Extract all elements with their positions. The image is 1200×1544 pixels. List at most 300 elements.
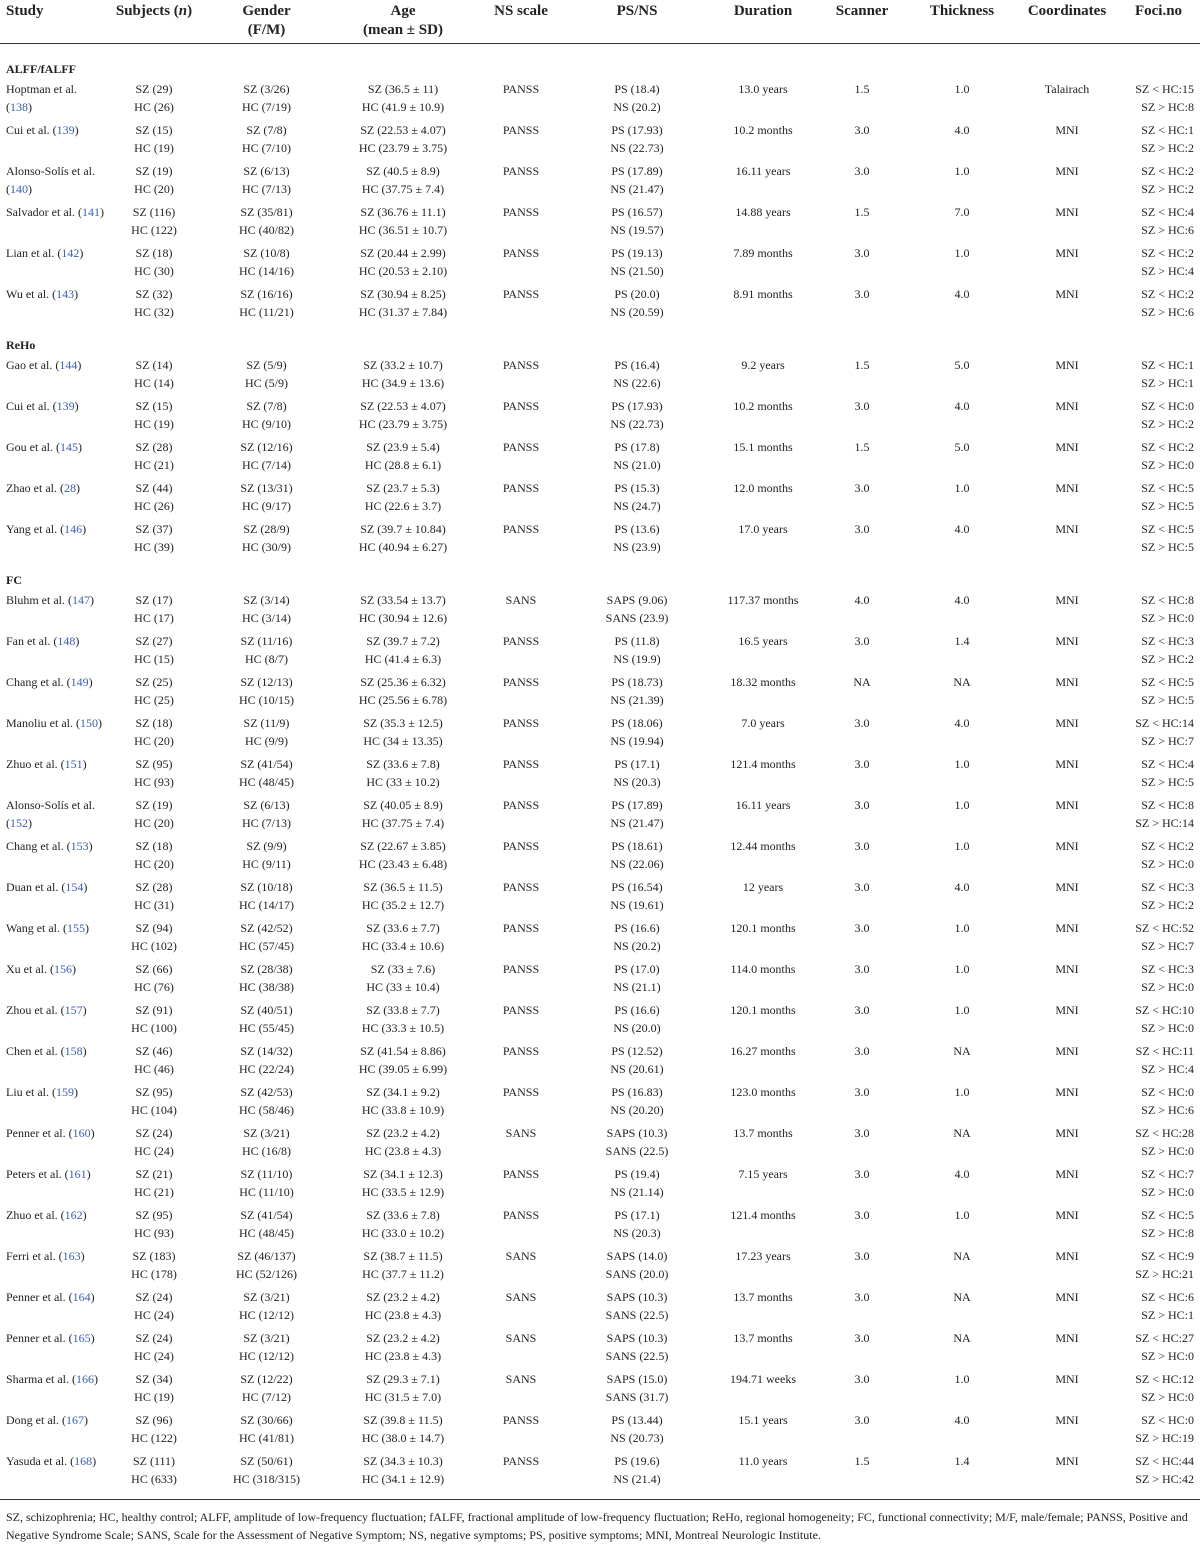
gender-cell: [204, 162, 329, 203]
cell-line: PS (20.0): [614, 287, 660, 301]
duration-cell: [709, 714, 817, 755]
duration-cell: [709, 919, 817, 960]
subjects-cell: [104, 162, 204, 203]
citation-link[interactable]: 152: [10, 816, 28, 830]
cell-line: SZ (5/9): [246, 358, 287, 372]
foci-cell: [1117, 796, 1200, 837]
cell-line: HC (25.56 ± 6.78): [358, 693, 448, 707]
coordinates-cell: [1017, 520, 1117, 561]
cell-line: SZ < HC:2: [1141, 164, 1194, 178]
citation-link[interactable]: 162: [64, 1208, 83, 1222]
study-cell: Chen et al. (158): [6, 1044, 87, 1058]
foci-cell: [1117, 356, 1200, 397]
cell-line: SZ (95): [135, 1085, 173, 1099]
age-cell: [329, 1452, 477, 1493]
duration-cell: [709, 121, 817, 162]
cell-line: SZ (6/13): [243, 164, 290, 178]
study-cell: Penner et al. (164): [6, 1290, 95, 1304]
cell-line: SZ (33.8 ± 7.7): [366, 1003, 440, 1017]
cell-value: MNI: [1055, 1044, 1079, 1058]
cell-line: SZ (24): [135, 1126, 173, 1140]
citation-link[interactable]: 138: [10, 100, 28, 114]
table-footnote: SZ, schizophrenia; HC, healthy control; ALFF, amplitude of low-frequency fluctuation; fALFF, fractional amplitude of low-frequency fluctuation; ReHo, regional homogeneity; FC, functional connectivity; M/F, male/female; PANSS, Positive and Negative Syndrome Scale; SANS, Scale for the Assessment of Negative Symptom; NS, negative symptoms; PS, positive symptoms; MNI, Montreal Neurologic Institute.: [0, 1499, 1200, 1544]
cell-line: SANS (22.5): [605, 1144, 669, 1158]
age-cell: [329, 520, 477, 561]
ps-ns-cell: [565, 919, 709, 960]
cell-value: 3.0: [854, 1167, 870, 1181]
cell-line: SZ (13/31): [240, 481, 293, 495]
cell-value: 194.71 weeks: [730, 1372, 796, 1386]
cell-line: HC (7/19): [242, 100, 291, 114]
citation-link[interactable]: 145: [60, 440, 78, 454]
study-cell: Hoptman et al. (138): [6, 82, 77, 114]
cell-value: 4.0: [954, 1167, 970, 1181]
cell-line: SZ < HC:0: [1141, 399, 1194, 413]
citation-link[interactable]: 139: [56, 399, 75, 413]
citation-link[interactable]: 164: [72, 1290, 91, 1304]
subjects-cell: [104, 960, 204, 1001]
cell-line: SANS (20.0): [605, 1267, 669, 1281]
cell-line: HC (22/24): [239, 1062, 294, 1076]
coordinates-cell: [1017, 1329, 1117, 1370]
cell-line: SZ (21): [135, 1167, 173, 1181]
cell-line: PS (17.8): [614, 440, 660, 454]
gender-cell: [204, 1206, 329, 1247]
cell-line: HC (24): [134, 1349, 174, 1363]
subjects-cell: [104, 837, 204, 878]
cell-line: HC (14): [134, 376, 174, 390]
cell-line: SZ (7/8): [246, 399, 287, 413]
citation-link[interactable]: 139: [56, 123, 75, 137]
table-row: [0, 1165, 1200, 1206]
age-cell: [329, 1042, 477, 1083]
cell-value: SANS: [505, 1372, 537, 1386]
study-cell: Xu et al. (156): [6, 962, 76, 976]
cell-line: SZ (41.54 ± 8.86): [360, 1044, 446, 1058]
citation-link[interactable]: 148: [57, 634, 76, 648]
cell-value: 120.1 months: [730, 1003, 796, 1017]
cell-line: SZ (12/13): [240, 675, 293, 689]
gender-cell: [204, 1370, 329, 1411]
duration-cell: [709, 162, 817, 203]
ns-scale-cell: [477, 1165, 565, 1206]
table-row: [0, 438, 1200, 479]
foci-cell: [1117, 1165, 1200, 1206]
foci-cell: [1117, 1247, 1200, 1288]
cell-line: SZ (20.44 ± 2.99): [360, 246, 446, 260]
study-name: Penner et al.: [6, 1126, 66, 1140]
cell-value: 4.0: [954, 1413, 970, 1427]
scanner-cell: [817, 1083, 907, 1124]
cell-line: HC (31.5 ± 7.0): [364, 1390, 442, 1404]
ps-ns-cell: [565, 244, 709, 285]
cell-line: HC (34.1 ± 12.9): [361, 1472, 445, 1486]
coordinates-cell: [1017, 1001, 1117, 1042]
ps-ns-cell: [565, 121, 709, 162]
cell-value: MNI: [1055, 1126, 1079, 1140]
subjects-cell: [104, 520, 204, 561]
cell-value: 1.4: [954, 634, 970, 648]
cell-value: SANS: [505, 593, 537, 607]
ps-ns-cell: [565, 1247, 709, 1288]
cell-value: MNI: [1055, 164, 1079, 178]
cell-value: 3.0: [854, 1249, 870, 1263]
cell-line: SZ (6/13): [243, 798, 290, 812]
cell-line: SZ < HC:1: [1141, 123, 1194, 137]
ps-ns-cell: [565, 285, 709, 326]
citation-link[interactable]: 147: [72, 593, 90, 607]
citation-link[interactable]: 151: [64, 757, 83, 771]
duration-cell: [709, 1329, 817, 1370]
duration-cell: [709, 796, 817, 837]
study-name: Ferri et al.: [6, 1249, 56, 1263]
duration-cell: [709, 1083, 817, 1124]
cell-line: SZ > HC:0: [1141, 1144, 1194, 1158]
gender-cell: [204, 878, 329, 919]
cell-line: SZ (33.6 ± 7.7): [366, 921, 440, 935]
thickness-cell: [907, 397, 1017, 438]
cell-value: MNI: [1055, 1331, 1079, 1345]
duration-cell: [709, 1165, 817, 1206]
cell-line: HC (11/21): [239, 305, 294, 319]
scanner-cell: [817, 960, 907, 1001]
citation-link[interactable]: 159: [55, 1085, 74, 1099]
citation-link[interactable]: 163: [62, 1249, 81, 1263]
thickness-cell: [907, 1083, 1017, 1124]
study-cell: Bluhm et al. (147): [6, 593, 94, 607]
cell-value: 1.0: [954, 82, 970, 96]
ps-ns-cell: [565, 1411, 709, 1452]
cell-value: 3.0: [854, 1126, 870, 1140]
cell-line: HC (93): [134, 775, 174, 789]
cell-line: HC (5/9): [245, 376, 288, 390]
cell-value: 3.0: [854, 1208, 870, 1222]
cell-line: SZ < HC:3: [1141, 962, 1194, 976]
cell-line: HC (31): [134, 898, 174, 912]
foci-cell: [1117, 479, 1200, 520]
cell-value: MNI: [1055, 1454, 1079, 1468]
gender-cell: [204, 1411, 329, 1452]
cell-line: HC (34 ± 13.35): [363, 734, 443, 748]
cell-value: MNI: [1055, 123, 1079, 137]
scanner-cell: [817, 438, 907, 479]
scanner-cell: [817, 714, 907, 755]
cell-value: 1.0: [954, 921, 970, 935]
cell-line: HC (52/126): [236, 1267, 297, 1281]
coordinates-cell: [1017, 1165, 1117, 1206]
cell-value: MNI: [1055, 1290, 1079, 1304]
cell-value: PANSS: [502, 1044, 540, 1058]
citation-link[interactable]: 155: [67, 921, 86, 935]
cell-value: MNI: [1055, 481, 1079, 495]
cell-line: HC (7/14): [242, 458, 291, 472]
cell-line: HC (46): [134, 1062, 174, 1076]
age-cell: [329, 285, 477, 326]
citation-link[interactable]: 140: [10, 182, 28, 196]
cell-value: SANS: [505, 1249, 537, 1263]
cell-value: 13.7 months: [733, 1331, 793, 1345]
ns-scale-cell: [477, 714, 565, 755]
citation-link[interactable]: 167: [66, 1413, 84, 1427]
cell-line: PS (13.44): [611, 1413, 663, 1427]
ns-scale-cell: [477, 285, 565, 326]
cell-line: HC (7/10): [242, 141, 291, 155]
cell-line: HC (8/7): [245, 652, 288, 666]
cell-line: HC (9/10): [242, 417, 291, 431]
cell-value: MNI: [1055, 880, 1079, 894]
cell-line: HC (57/45): [239, 939, 294, 953]
cell-line: SZ (95): [135, 1208, 173, 1222]
coordinates-cell: [1017, 837, 1117, 878]
cell-line: SZ > HC:14: [1135, 816, 1194, 830]
cell-value: 1.0: [954, 1208, 970, 1222]
duration-cell: [709, 285, 817, 326]
citation-link[interactable]: 153: [70, 839, 89, 853]
subjects-cell: [104, 632, 204, 673]
section-row: [0, 326, 1200, 356]
cell-line: NS (21.1): [613, 980, 661, 994]
cell-line: SZ (116): [132, 205, 176, 219]
study-cell: Yang et al. (146): [6, 522, 87, 536]
age-cell: [329, 1288, 477, 1329]
cell-value: 16.11 years: [735, 798, 791, 812]
cell-line: SZ (39.8 ± 11.5): [363, 1413, 443, 1427]
gender-cell: [204, 837, 329, 878]
ns-scale-cell: [477, 796, 565, 837]
col-header-ps-ns: PS/NS: [565, 0, 709, 44]
col-header-thickness: Thickness: [907, 0, 1017, 44]
cell-value: PANSS: [502, 798, 540, 812]
cell-line: NS (21.50): [610, 264, 664, 278]
citation-link[interactable]: 149: [70, 675, 89, 689]
cell-line: PS (12.52): [611, 1044, 663, 1058]
coordinates-cell: [1017, 244, 1117, 285]
cell-line: SZ (18): [135, 716, 173, 730]
citation-link[interactable]: 146: [64, 522, 83, 536]
ps-ns-cell: [565, 356, 709, 397]
table-row: [0, 203, 1200, 244]
thickness-cell: [907, 632, 1017, 673]
coordinates-cell: [1017, 960, 1117, 1001]
cell-line: SZ (91): [135, 1003, 173, 1017]
table-row: [0, 1083, 1200, 1124]
cell-line: NS (20.0): [613, 1021, 661, 1035]
cell-value: 9.2 years: [741, 358, 785, 372]
cell-value: PANSS: [502, 757, 540, 771]
citation-link[interactable]: 28: [63, 481, 76, 495]
cell-line: PS (16.6): [614, 921, 660, 935]
ps-ns-cell: [565, 1001, 709, 1042]
cell-value: PANSS: [502, 1085, 540, 1099]
citation-link[interactable]: 165: [72, 1331, 91, 1345]
cell-line: HC (20): [134, 734, 174, 748]
duration-cell: [709, 244, 817, 285]
cell-line: SZ < HC:8: [1141, 798, 1194, 812]
cell-line: SZ (30/66): [240, 1413, 293, 1427]
citation-link[interactable]: 168: [74, 1454, 93, 1468]
coordinates-cell: [1017, 632, 1117, 673]
cell-line: NS (21.14): [610, 1185, 664, 1199]
age-cell: [329, 121, 477, 162]
citation-link[interactable]: 166: [75, 1372, 94, 1386]
cell-line: HC (7/13): [242, 816, 291, 830]
cell-line: HC (33.3 ± 10.5): [361, 1021, 445, 1035]
subjects-cell: [104, 1411, 204, 1452]
citation-link[interactable]: 154: [65, 880, 84, 894]
cell-line: HC (19): [134, 141, 174, 155]
ps-ns-cell: [565, 632, 709, 673]
cell-value: 1.0: [954, 481, 970, 495]
col-header-ns-scale: NS scale: [477, 0, 565, 44]
cell-line: SZ (35/81): [240, 205, 293, 219]
cell-value: PANSS: [502, 481, 540, 495]
age-cell: [329, 714, 477, 755]
citation-link[interactable]: 156: [54, 962, 72, 976]
gender-cell: [204, 121, 329, 162]
cell-line: HC (33.5 ± 12.9): [361, 1185, 445, 1199]
cell-line: SZ (15): [135, 399, 173, 413]
thickness-cell: [907, 80, 1017, 121]
citation-link[interactable]: 144: [59, 358, 78, 372]
cell-value: 1.0: [954, 962, 970, 976]
col-header-duration: Duration: [709, 0, 817, 44]
cell-line: SZ < HC:12: [1135, 1372, 1194, 1386]
cell-line: SZ (3/14): [243, 593, 290, 607]
table-row: [0, 1206, 1200, 1247]
scanner-cell: [817, 520, 907, 561]
citation-link[interactable]: 157: [64, 1003, 83, 1017]
cell-line: PS (17.93): [611, 123, 663, 137]
cell-line: HC (178): [131, 1267, 177, 1281]
cell-line: SZ (28/9): [243, 522, 290, 536]
cell-line: SZ < HC:14: [1135, 716, 1194, 730]
citation-link[interactable]: 141: [81, 205, 100, 219]
cell-value: 16.5 years: [738, 634, 788, 648]
cell-line: SZ (34.3 ± 10.3): [363, 1454, 443, 1468]
age-cell: [329, 1083, 477, 1124]
citation-link[interactable]: 150: [79, 716, 98, 730]
cell-line: SZ > HC:7: [1141, 734, 1194, 748]
foci-cell: [1117, 1206, 1200, 1247]
cell-value: 1.0: [954, 164, 970, 178]
thickness-cell: [907, 1370, 1017, 1411]
foci-cell: [1117, 919, 1200, 960]
section-title: ReHo: [6, 338, 36, 352]
foci-cell: [1117, 80, 1200, 121]
duration-cell: [709, 1001, 817, 1042]
coordinates-cell: [1017, 714, 1117, 755]
ns-scale-cell: [477, 1411, 565, 1452]
scanner-cell: [817, 673, 907, 714]
duration-cell: [709, 1370, 817, 1411]
ps-ns-cell: [565, 960, 709, 1001]
age-cell: [329, 960, 477, 1001]
ps-ns-cell: [565, 162, 709, 203]
cell-line: SZ < HC:5: [1141, 481, 1194, 495]
scanner-cell: [817, 121, 907, 162]
cell-line: NS (20.59): [610, 305, 664, 319]
ns-scale-cell: [477, 397, 565, 438]
thickness-cell: [907, 244, 1017, 285]
cell-line: SZ > HC:0: [1141, 1390, 1194, 1404]
cell-value: Talairach: [1044, 82, 1090, 96]
cell-line: SZ (37): [135, 522, 173, 536]
cell-line: HC (20): [134, 182, 174, 196]
cell-line: NS (19.94): [610, 734, 664, 748]
cell-line: PS (17.89): [611, 164, 663, 178]
duration-cell: [709, 878, 817, 919]
cell-line: HC (37.75 ± 7.4): [361, 182, 445, 196]
cell-line: PS (17.0): [614, 962, 660, 976]
cell-line: NS (21.47): [610, 816, 664, 830]
cell-line: NS (19.57): [610, 223, 664, 237]
cell-value: 117.37 months: [727, 593, 799, 607]
scanner-cell: [817, 591, 907, 632]
cell-value: MNI: [1055, 522, 1079, 536]
cell-line: SZ (50/61): [240, 1454, 293, 1468]
cell-value: MNI: [1055, 839, 1079, 853]
study-name: Yasuda et al.: [6, 1454, 68, 1468]
cell-line: SZ (28): [135, 440, 173, 454]
cell-line: SZ (36.5 ± 11.5): [363, 880, 443, 894]
table-row: [0, 1042, 1200, 1083]
cell-value: 1.5: [854, 440, 870, 454]
ns-scale-cell: [477, 1247, 565, 1288]
cell-line: HC (9/9): [245, 734, 288, 748]
citation-link[interactable]: 142: [61, 246, 80, 260]
citation-link[interactable]: 161: [68, 1167, 87, 1181]
cell-line: SZ (22.53 ± 4.07): [360, 123, 446, 137]
cell-value: 12 years: [742, 880, 784, 894]
ns-scale-cell: [477, 1124, 565, 1165]
table-row: [0, 356, 1200, 397]
study-name: Zhuo et al.: [6, 1208, 58, 1222]
cell-value: 3.0: [854, 839, 870, 853]
citation-link[interactable]: 143: [56, 287, 75, 301]
gender-cell: [204, 796, 329, 837]
cell-line: HC (23.8 ± 4.3): [364, 1144, 442, 1158]
cell-value: PANSS: [502, 287, 540, 301]
cell-line: SZ > HC:4: [1141, 1062, 1194, 1076]
subjects-cell: [104, 1206, 204, 1247]
cell-line: SZ (42/53): [240, 1085, 293, 1099]
subjects-cell: [104, 755, 204, 796]
age-cell: [329, 1329, 477, 1370]
age-cell: [329, 1001, 477, 1042]
cell-value: 10.2 months: [733, 399, 793, 413]
subjects-cell: [104, 1165, 204, 1206]
study-cell: Alonso-Solís et al. (140): [6, 164, 95, 196]
citation-link[interactable]: 160: [72, 1126, 91, 1140]
thickness-cell: [907, 1165, 1017, 1206]
cell-line: SZ > HC:0: [1141, 1021, 1194, 1035]
age-cell: [329, 1165, 477, 1206]
coordinates-cell: [1017, 1247, 1117, 1288]
cell-value: 7.0 years: [741, 716, 785, 730]
ps-ns-cell: [565, 1288, 709, 1329]
cell-line: PS (19.4): [614, 1167, 660, 1181]
subjects-cell: [104, 1329, 204, 1370]
cell-line: SZ < HC:11: [1135, 1044, 1194, 1058]
scanner-cell: [817, 1042, 907, 1083]
ns-scale-cell: [477, 591, 565, 632]
cell-line: SZ (34): [135, 1372, 173, 1386]
subjects-cell: [104, 673, 204, 714]
cell-value: 1.5: [854, 358, 870, 372]
citation-link[interactable]: 158: [64, 1044, 83, 1058]
coordinates-cell: [1017, 203, 1117, 244]
cell-line: SZ < HC:1: [1141, 358, 1194, 372]
